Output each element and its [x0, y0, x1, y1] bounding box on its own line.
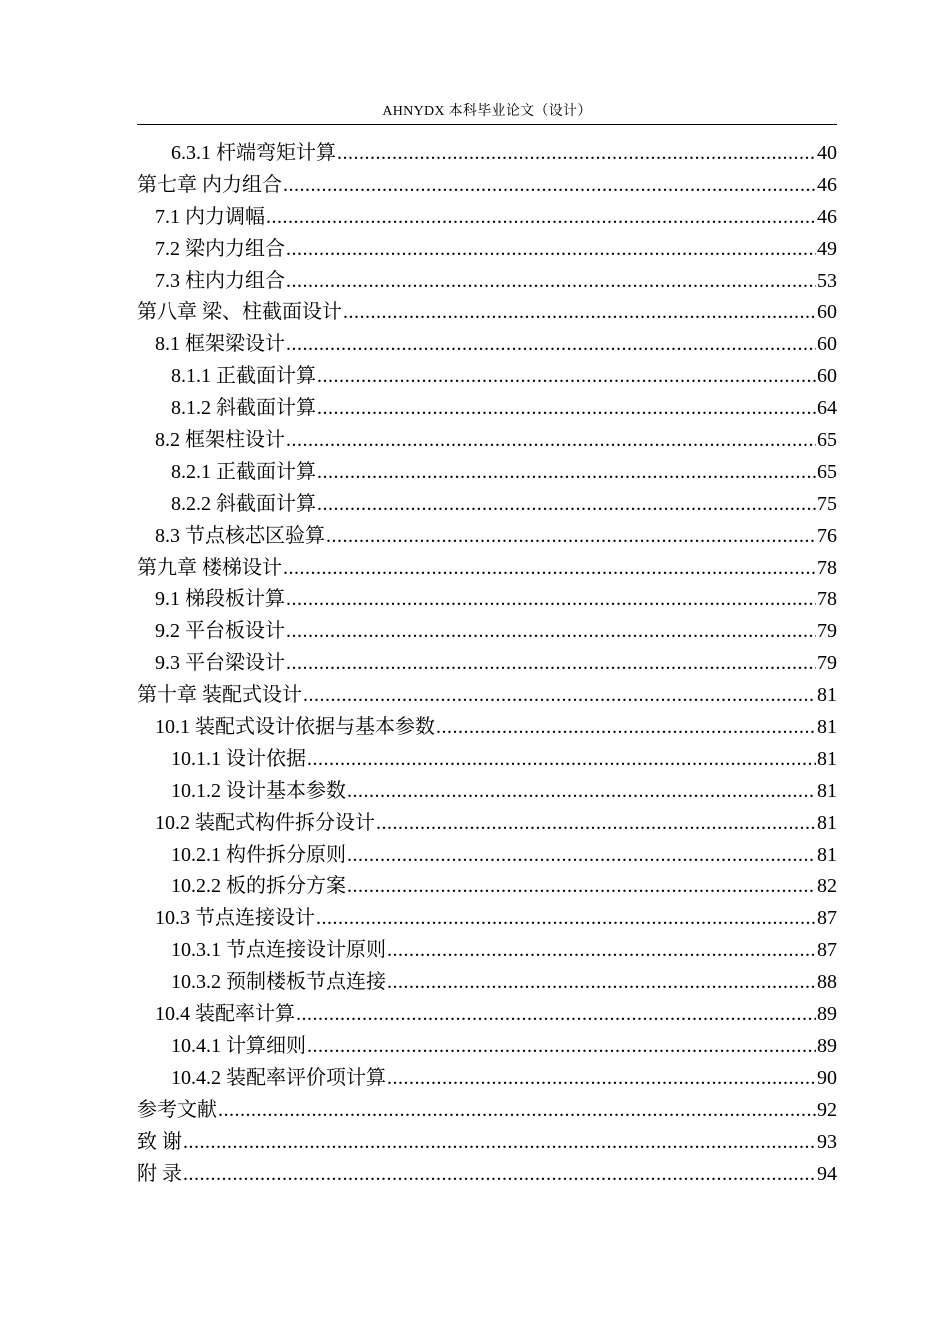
toc-entry[interactable]: [137, 138, 837, 170]
toc-dot-leader: [286, 425, 816, 457]
toc-entry-title: 8.1.1 正截面计算: [171, 365, 316, 388]
toc-entry-page-number: 60: [817, 301, 837, 324]
toc-entry-page-number: 93: [817, 1130, 837, 1153]
toc-dot-leader: [286, 648, 816, 680]
toc-entry-title: 致 谢: [137, 1130, 182, 1153]
toc-dot-leader: [286, 616, 816, 648]
toc-entry[interactable]: [137, 584, 837, 616]
toc-entry[interactable]: [137, 808, 837, 840]
toc-entry-page-number: 81: [817, 811, 837, 834]
toc-entry[interactable]: [137, 266, 837, 298]
toc-dot-leader: [286, 266, 816, 298]
toc-entry-page-number: 64: [817, 397, 837, 420]
toc-entry-title: 参考文献: [137, 1098, 217, 1121]
toc-dot-leader: [283, 553, 816, 585]
toc-entry-title: 10.1.2 设计基本参数: [171, 779, 346, 802]
toc-entry[interactable]: [137, 553, 837, 585]
toc-entry-title: 7.2 梁内力组合: [155, 237, 285, 260]
toc-entry[interactable]: [137, 1063, 837, 1095]
toc-entry[interactable]: [137, 744, 837, 776]
toc-entry[interactable]: [137, 1159, 837, 1191]
toc-entry-page-number: 81: [817, 684, 837, 707]
toc-dot-leader: [286, 329, 816, 361]
toc-entry[interactable]: [137, 903, 837, 935]
toc-entry-title: 10.3.1 节点连接设计原则: [171, 939, 386, 962]
toc-entry-title: 8.1 框架梁设计: [155, 333, 285, 356]
toc-dot-leader: [316, 903, 816, 935]
toc-entry-page-number: 40: [817, 142, 837, 164]
toc-dot-leader: [183, 1159, 816, 1191]
toc-entry-page-number: 94: [817, 1162, 837, 1185]
toc-entry-page-number: 60: [817, 365, 837, 388]
toc-dot-leader: [286, 234, 816, 266]
toc-entry[interactable]: [137, 776, 837, 808]
page-header: [137, 102, 837, 125]
toc-dot-leader: [347, 840, 816, 872]
toc-entry-page-number: 49: [817, 237, 837, 260]
toc-dot-leader: [317, 393, 816, 425]
toc-dot-leader: [436, 712, 816, 744]
toc-dot-leader: [376, 808, 816, 840]
toc-dot-leader: [286, 584, 816, 616]
toc-entry-page-number: 81: [817, 843, 837, 866]
toc-entry-page-number: 75: [817, 492, 837, 515]
toc-entry-page-number: 79: [817, 620, 837, 643]
toc-entry-title: 10.1 装配式设计依据与基本参数: [155, 716, 435, 739]
toc-dot-leader: [317, 489, 816, 521]
toc-entry[interactable]: [137, 393, 837, 425]
toc-dot-leader: [266, 202, 816, 234]
toc-entry-title: 8.1.2 斜截面计算: [171, 397, 316, 420]
toc-entry-title: 附 录: [137, 1162, 182, 1185]
toc-entry-title: 第九章 楼梯设计: [137, 556, 282, 579]
toc-entry-page-number: 82: [817, 875, 837, 898]
toc-entry[interactable]: [137, 1031, 837, 1063]
toc-dot-leader: [387, 967, 816, 999]
toc-entry[interactable]: [137, 935, 837, 967]
toc-entry[interactable]: [137, 234, 837, 266]
toc-entry-title: 9.3 平台梁设计: [155, 652, 285, 675]
toc-entry-title: 10.2.2 板的拆分方案: [171, 875, 346, 898]
toc-dot-leader: [296, 999, 816, 1031]
toc-entry-page-number: 53: [817, 269, 837, 292]
toc-entry-title: 第十章 装配式设计: [137, 684, 302, 707]
toc-dot-leader: [307, 1031, 816, 1063]
toc-entry-page-number: 60: [817, 333, 837, 356]
toc-dot-leader: [183, 1127, 816, 1159]
toc-entry[interactable]: [137, 489, 837, 521]
table-of-contents: [137, 138, 837, 1190]
toc-entry[interactable]: [137, 967, 837, 999]
toc-entry-page-number: 78: [817, 588, 837, 611]
toc-entry[interactable]: [137, 871, 837, 903]
toc-entry-page-number: 88: [817, 971, 837, 994]
toc-entry-page-number: 87: [817, 939, 837, 962]
toc-entry-title: 10.4.1 计算细则: [171, 1034, 306, 1057]
toc-entry-page-number: 79: [817, 652, 837, 675]
header-title: AHNYDX 本科毕业论文（设计）: [382, 104, 592, 119]
toc-entry[interactable]: [137, 202, 837, 234]
toc-entry[interactable]: [137, 680, 837, 712]
toc-entry[interactable]: [137, 712, 837, 744]
toc-entry-page-number: 46: [817, 205, 837, 228]
toc-entry[interactable]: [137, 457, 837, 489]
toc-entry-title: 7.1 内力调幅: [155, 205, 265, 228]
toc-entry-page-number: 76: [817, 524, 837, 547]
toc-entry-page-number: 92: [817, 1098, 837, 1121]
toc-entry-title: 8.2 框架柱设计: [155, 429, 285, 452]
toc-entry-page-number: 87: [817, 907, 837, 930]
toc-dot-leader: [347, 776, 816, 808]
toc-entry[interactable]: [137, 1127, 837, 1159]
toc-dot-leader: [337, 138, 816, 170]
toc-dot-leader: [283, 170, 816, 202]
toc-entry-page-number: 81: [817, 747, 837, 770]
toc-dot-leader: [307, 744, 816, 776]
toc-dot-leader: [387, 935, 816, 967]
toc-entry-page-number: 46: [817, 173, 837, 196]
toc-entry-page-number: 78: [817, 556, 837, 579]
toc-entry-title: 8.3 节点核芯区验算: [155, 524, 325, 547]
toc-entry[interactable]: [137, 999, 837, 1031]
toc-entry[interactable]: [137, 329, 837, 361]
toc-entry-title: 7.3 柱内力组合: [155, 269, 285, 292]
toc-entry-page-number: 89: [817, 1003, 837, 1026]
toc-dot-leader: [303, 680, 816, 712]
toc-dot-leader: [326, 521, 816, 553]
toc-dot-leader: [387, 1063, 816, 1095]
toc-entry-title: 8.2.2 斜截面计算: [171, 492, 316, 515]
toc-dot-leader: [317, 361, 816, 393]
toc-entry-title: 10.2 装配式构件拆分设计: [155, 811, 375, 834]
toc-entry-title: 10.4.2 装配率评价项计算: [171, 1066, 386, 1089]
toc-entry[interactable]: [137, 521, 837, 553]
toc-dot-leader: [218, 1095, 816, 1127]
toc-entry-page-number: 81: [817, 716, 837, 739]
toc-entry-page-number: 65: [817, 429, 837, 452]
toc-entry-title: 10.2.1 构件拆分原则: [171, 843, 346, 866]
toc-entry-title: 8.2.1 正截面计算: [171, 460, 316, 483]
toc-entry-title: 10.1.1 设计依据: [171, 747, 306, 770]
toc-dot-leader: [347, 871, 816, 903]
toc-entry[interactable]: [137, 616, 837, 648]
toc-entry-title: 10.4 装配率计算: [155, 1003, 295, 1026]
toc-entry-title: 9.2 平台板设计: [155, 620, 285, 643]
toc-entry[interactable]: [137, 425, 837, 457]
toc-entry-page-number: 89: [817, 1034, 837, 1057]
toc-entry-title: 10.3 节点连接设计: [155, 907, 315, 930]
toc-dot-leader: [317, 457, 816, 489]
toc-dot-leader: [343, 297, 816, 329]
toc-entry-title: 9.1 梯段板计算: [155, 588, 285, 611]
toc-entry[interactable]: [137, 1095, 837, 1127]
toc-entry[interactable]: [137, 361, 837, 393]
toc-entry-title: 第八章 梁、柱截面设计: [137, 301, 342, 324]
toc-entry-title: 6.3.1 杆端弯矩计算: [171, 142, 336, 164]
toc-entry[interactable]: [137, 648, 837, 680]
toc-entry-title: 10.3.2 预制楼板节点连接: [171, 971, 386, 994]
toc-entry-title: 第七章 内力组合: [137, 173, 282, 196]
toc-entry-page-number: 65: [817, 460, 837, 483]
toc-entry-page-number: 90: [817, 1066, 837, 1089]
toc-entry[interactable]: [137, 170, 837, 202]
toc-entry-page-number: 81: [817, 779, 837, 802]
toc-entry[interactable]: [137, 297, 837, 329]
toc-entry[interactable]: [137, 840, 837, 872]
